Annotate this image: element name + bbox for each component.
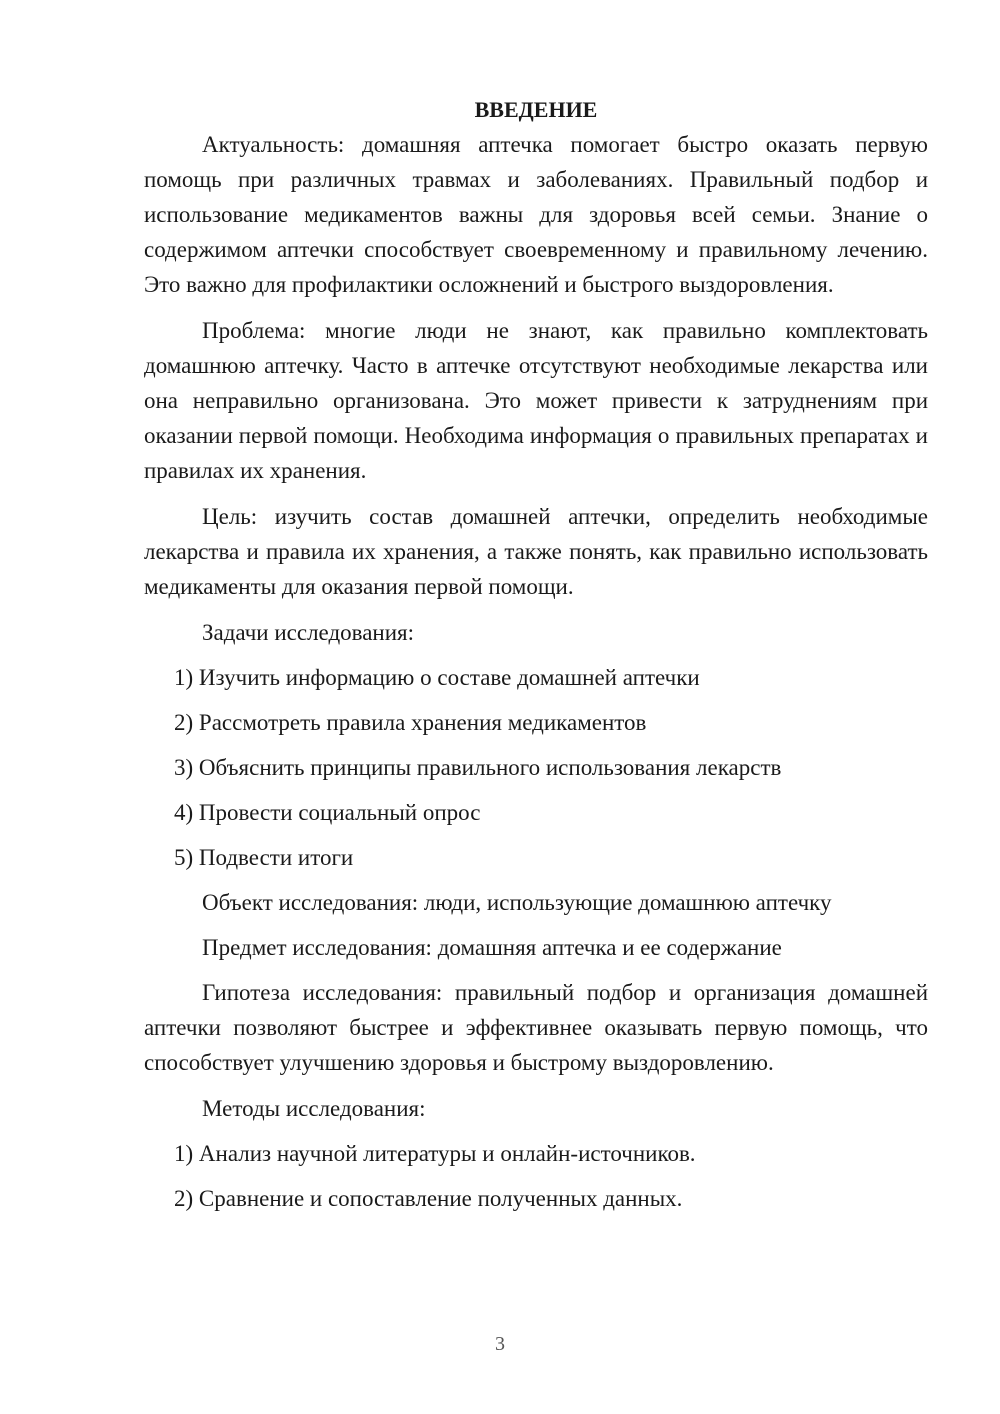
list-item: 3) Объяснить принципы правильного использования лекарств bbox=[174, 755, 782, 780]
relevance-paragraph: Актуальность: домашняя аптечка помогает быстро оказать первую помощь при различных травмах и заболеваниях. Правильный подбор и использование медикаментов важны для здоровья всей семьи. Знание о содержимом аптечки способствует своевременному и правильному лечению. Это важно для профилактики осложнений и быстрого выздоровления. bbox=[144, 132, 928, 297]
list-item: 1) Изучить информацию о составе домашней аптечки bbox=[174, 665, 700, 690]
goal-paragraph: Цель: изучить состав домашней аптечки, определить необходимые лекарства и правила их хранения, а также понять, как правильно использовать медикаменты для оказания первой помощи. bbox=[144, 504, 928, 599]
page-number: 3 bbox=[495, 1333, 505, 1355]
list-item: 5) Подвести итоги bbox=[174, 845, 354, 870]
list-item: 2) Сравнение и сопоставление полученных данных. bbox=[174, 1186, 683, 1211]
problem-paragraph: Проблема: многие люди не знают, как правильно комплектовать домашнюю аптечку. Часто в аптечке отсутствуют необходимые лекарства или она неправильно организована. Это может привести к затруднениям при оказании первой помощи. Необходима информация о правильных препаратах и правилах их хранения. bbox=[144, 318, 928, 483]
tasks-heading: Задачи исследования: bbox=[202, 620, 415, 645]
tasks-list bbox=[144, 660, 928, 875]
list-item: 1) Анализ научной литературы и онлайн-источников. bbox=[174, 1141, 696, 1166]
subject-line: Предмет исследования: домашняя аптечка и ее содержание bbox=[202, 935, 782, 960]
page-title: ВВЕДЕНИЕ bbox=[474, 97, 598, 122]
methods-heading: Методы исследования: bbox=[202, 1096, 426, 1121]
hypothesis-paragraph: Гипотеза исследования: правильный подбор и организация домашней аптечки позволяют быстрее и эффективнее оказывать первую помощь, что способствует улучшению здоровья и быстрому выздоровлению. bbox=[144, 980, 928, 1075]
list-item: 4) Провести социальный опрос bbox=[174, 800, 481, 825]
list-item: 2) Рассмотреть правила хранения медикаментов bbox=[174, 710, 647, 735]
document-page bbox=[144, 92, 928, 1216]
methods-list bbox=[144, 1136, 928, 1216]
object-line: Объект исследования: люди, использующие домашнюю аптечку bbox=[202, 890, 832, 915]
